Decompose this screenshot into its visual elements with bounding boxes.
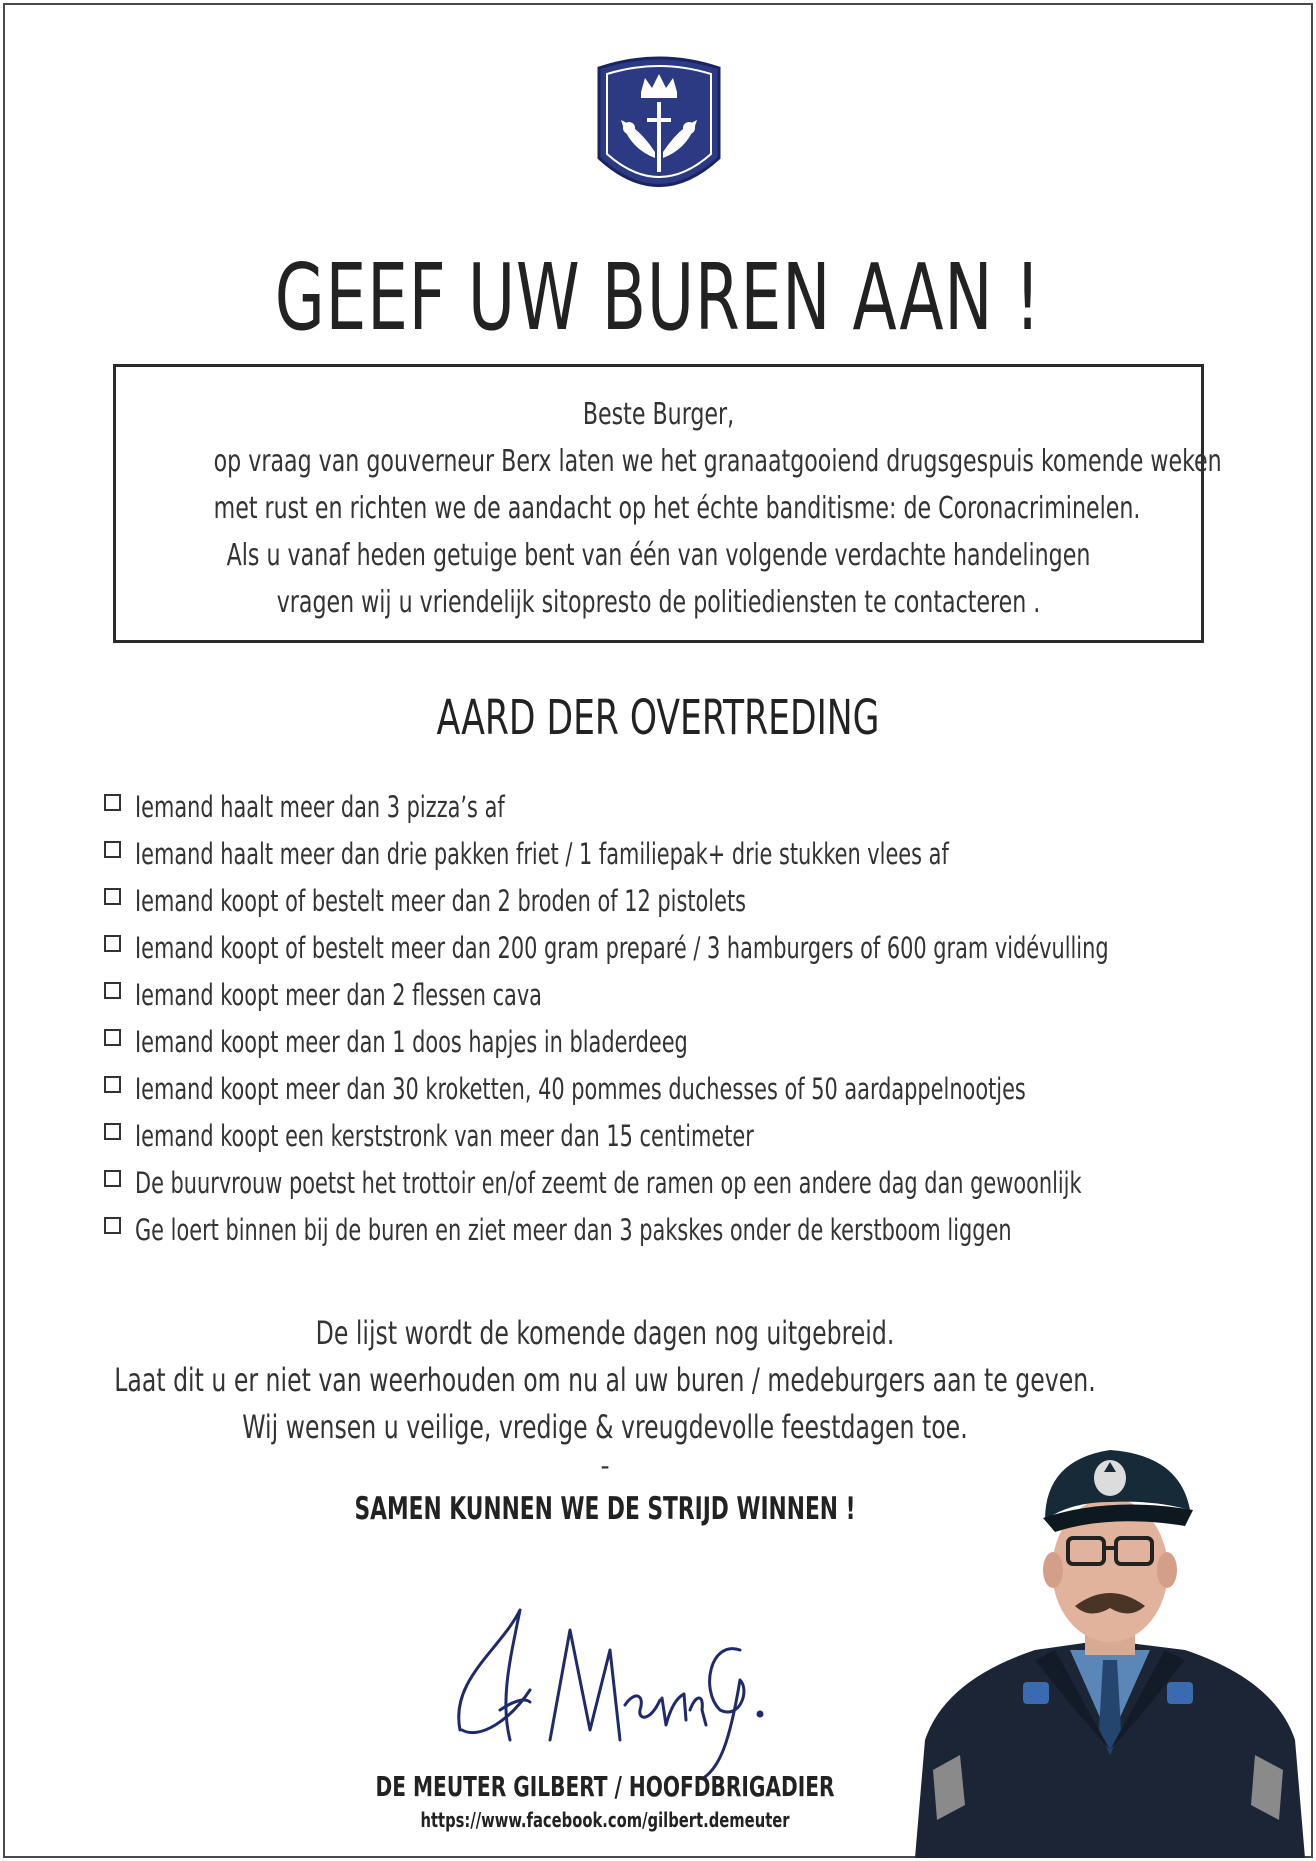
offence-label: Iemand koopt een kerststronk van meer dan 15 centimeter [135, 1118, 754, 1153]
list-item [104, 1206, 1316, 1253]
rally-slogan: SAMEN KUNNEN WE DE STRIJD WINNEN ! [354, 1491, 856, 1527]
officer-photo [905, 1410, 1310, 1858]
signer-url: https://www.facebook.com/gilbert.demeuter [420, 1808, 790, 1832]
offence-label: De buurvrouw poetst het trottoir en/of zeemt de ramen op een andere dag dan gewoonlijk [135, 1165, 1082, 1200]
separator-dash: - [600, 1449, 610, 1482]
list-item [104, 1159, 1316, 1206]
signature-image [440, 1590, 780, 1780]
section-title: AARD DER OVERTREDING [436, 690, 880, 746]
list-item [104, 783, 1316, 830]
offence-label: Iemand koopt of bestelt meer dan 2 broden of 12 pistolets [135, 883, 746, 918]
offence-label: Iemand haalt meer dan drie pakken friet / 1 familiepak+ drie stukken vlees af [135, 836, 949, 871]
list-item [104, 971, 1316, 1018]
signer-name: DE MEUTER GILBERT / HOOFDBRIGADIER [375, 1770, 835, 1803]
offence-checkbox[interactable] [104, 1217, 121, 1234]
offence-label: Iemand koopt meer dan 30 kroketten, 40 pommes duchesses of 50 aardappelnootjes [135, 1071, 1026, 1106]
offence-checkbox[interactable] [104, 794, 121, 811]
list-item [104, 1112, 1316, 1159]
offence-label: Iemand koopt meer dan 2 flessen cava [135, 977, 542, 1012]
intro-salutation: Beste Burger, [582, 397, 735, 432]
intro-line: op vraag van gouverneur Berx laten we het granaatgooiend drugsgespuis komende weken [213, 444, 1222, 479]
page-title: GEEF UW BUREN AAN ! [274, 244, 1042, 351]
intro-line: Als u vanaf heden getuige bent van één van volgende verdachte handelingen [226, 538, 1091, 573]
offence-label: Ge loert binnen bij de buren en ziet meer dan 3 pakskes onder de kerstboom liggen [135, 1212, 1012, 1247]
closing-line: Laat dit u er niet van weerhouden om nu al uw buren / medeburgers aan te geven. [114, 1361, 1096, 1399]
offence-checkbox[interactable] [104, 1029, 121, 1046]
offence-checklist [104, 783, 1316, 1253]
police-crest-icon [589, 48, 729, 208]
intro-message [113, 364, 1222, 643]
list-item [104, 924, 1316, 971]
closing-line: Wij wensen u veilige, vredige & vreugdevolle feestdagen toe. [242, 1408, 968, 1446]
list-item [104, 830, 1316, 877]
intro-line: met rust en richten we de aandacht op het échte banditisme: de Coronacriminelen. [213, 491, 1141, 526]
offence-checkbox[interactable] [104, 982, 121, 999]
list-item [104, 877, 1316, 924]
list-item [104, 1065, 1316, 1112]
offence-checkbox[interactable] [104, 935, 121, 952]
offence-checkbox[interactable] [104, 888, 121, 905]
offence-checkbox[interactable] [104, 1170, 121, 1187]
list-item [104, 1018, 1316, 1065]
offence-checkbox[interactable] [104, 1123, 121, 1140]
offence-label: Iemand koopt meer dan 1 doos hapjes in bladerdeeg [135, 1024, 688, 1059]
offence-label: Iemand haalt meer dan 3 pizza’s af [135, 789, 505, 824]
offence-checkbox[interactable] [104, 1076, 121, 1093]
intro-line: vragen wij u vriendelijk sitopresto de politiediensten te contacteren . [276, 585, 1041, 620]
offence-label: Iemand koopt of bestelt meer dan 200 gram preparé / 3 hamburgers of 600 gram vidévulling [135, 930, 1109, 965]
offence-checkbox[interactable] [104, 841, 121, 858]
closing-line: De lijst wordt de komende dagen nog uitgebreid. [315, 1314, 895, 1352]
